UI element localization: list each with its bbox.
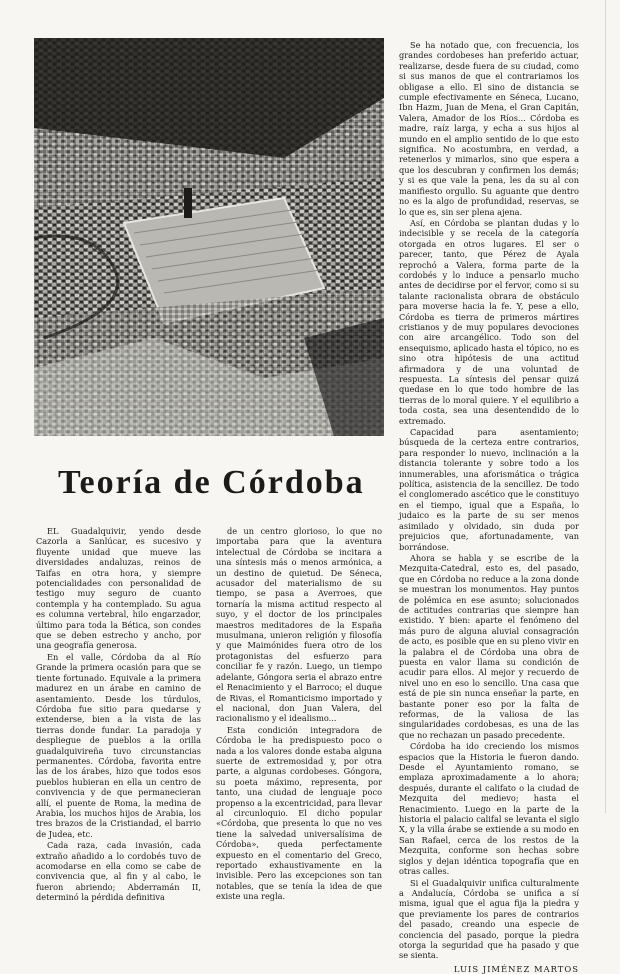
paragraph: En el valle, Córdoba da al Río Grande la primera ocasión para que se tiente fortunado. Equivale a la primera madurez en un árabe en camino de asentamiento. Desde los túrdulos, Córdoba fue sitio para quedarse y extenderse, bien a la vista de las tierras donde fundar. La paradoja y despliegue de pueblos a la orilla guadalquivireña tuvo circunstancias permanentes. Córdoba, favorita entre las de los árabes, hizo que todos esos pueblos hubieran en ella un centro de convivencia y de que permanecieran allí, el puente de Roma, la medina de Arabia, los muchos hijos de Arabia, los tres brazos de la Cristiandad, el barrio de Judea, etc. bbox=[36, 651, 201, 839]
article-title: Teoría de Córdoba bbox=[58, 464, 365, 501]
author-signature: LUIS JIMÉNEZ MARTOS bbox=[453, 963, 579, 974]
text-column-left bbox=[36, 526, 201, 903]
paragraph: Si el Guadalquivir unifica culturalmente a Andalucía, Córdoba se unifica a sí misma, igual que el agua fija la piedra y que previamente los pares de contrarios del pasado, creando una especie de conciencia del pasado, porque la piedra otorga la seguridad que ha pasado y que se sienta. bbox=[399, 877, 579, 961]
text-column-right bbox=[399, 40, 579, 974]
paragraph: de un centro glorioso, lo que no importaba para que la aventura intelectual de Córdoba se incitara a una síntesis más o menos armónica, a un destino de quietud. De Séneca, acusador del materialismo de su tiempo, se pasa a Averroes, que tornaría la misma actitud respecto al suyo, y el doctor de los principales maestros meditadores de la España musulmana, unieron religión y filosofía y que Maimónides fuera otro de los protagonistas del esfuerzo para conciliar fe y razón. Luego, un tiempo adelante, Góngora seria el abrazo entre el Renacimiento y el Barroco; el duque de Rivas, el Romanticismo importado y el nacional, don Juan Valera, del racionalismo y el idealismo... bbox=[216, 526, 382, 724]
paragraph: Se ha notado que, con frecuencia, los grandes cordobeses han preferido actuar, realizarse, desde fuera de su ciudad, como si sus manos de que el contrariamos los obligase a ello. El sino de distancia se cumple efectivamente en Séneca, Lucano, Ibn Hazm, Juan de Mena, el Gran Capitán, Valera, Amador de los Ríos... Córdoba es madre, raíz larga, y echa a sus hijos al mundo en el amplio sentido de lo que esto significa. No acostumbra, en verdad, a retenerlos y mimarlos, sino que espera a que los descubran y confirmen los demás; y si es que vale la pena, les da su al con manifiesto orgullo. Su aguante que dentro no es la algo de profundidad, reservas, se lo que es, sin ser plena ajena. bbox=[399, 40, 579, 217]
paragraph: Capacidad para asentamiento; búsqueda de la certeza entre contrarios, para responder lo nuevo, inclinación a la distancia tolerante y sobre todo a los innumerables, una aforismática o trágica política, asistencia de la sencillez. De todo el conglomerado ascético que le constituyo en el tiempo, igual que a España, lo judaico es la parte de su ser menos asimilado y olvidado, sin duda por prejuicios que, afortunadamente, van borrándose. bbox=[399, 427, 579, 552]
aerial-photo-cordoba bbox=[34, 38, 384, 436]
paragraph: EL Guadalquivir, yendo desde Cazorla a Sanlúcar, es sucesivo y fluyente unidad que mueve las diversidades andaluzas, reinos de Taifas en otra hora, y siempre potencialidades con personalidad de testigo muy seguro de cuanto contempla y ha contemplado. Su agua es columna vertebral, hilo engarzador, último para toda la Bética, son condes que se deben estrecho y ancho, por una geografía generosa. bbox=[36, 526, 201, 651]
paragraph: Córdoba ha ido creciendo los mismos espacios que la Historia le fueron dando. Desde el Ayuntamiento romano, se emplaza aproximadamente a lo ahora; después, durante el califato o la ciudad de Mezquita del medievo; hasta el Renacimiento. Luego en la parte de la historia el palacio califal se levanta el siglo X, y la villa árabe se extiende a su modo en San Rafael, cerca de los restos de la Mezquita, conforme son hechas sobre siglos y dejan idéntica topografía que en otras calles. bbox=[399, 741, 579, 877]
paragraph: Esta condición integradora de Córdoba le ha predispuesto poco o nada a los valores donde estaba alguna suerte de extremosidad y, por otra parte, a algunas cordobeses. Góngora, su poeta máximo, representa, por tanto, una ciudad de lenguaje poco propenso a la excentricidad, para llevar al circunloquio. El dicho popular «Córdoba, que presenta lo que no ves tiene la salvedad universalísima de Córdoba», queda perfectamente expuesto en el comentario del Greco, reportado exhaustivamente en la invisible. Pero las excepciones son tan notables, que se tenía la idea de que existe una regla. bbox=[216, 724, 382, 902]
text-column-middle bbox=[216, 526, 382, 902]
paragraph: Cada raza, cada invasión, cada extraño añadido a lo cordobés tuvo de acomodarse en ella como se cabe de convivencia que, al fin y al cabo, le fueron abriendo; Abderramán II, determinó la pérdida definitiva bbox=[36, 840, 201, 903]
paragraph: Así, en Córdoba se plantan dudas y lo indecisible y se recela de la categoría otorgada en otros lugares. El ser o parecer, tanto, que Pérez de Ayala reprochó a Valera, forma parte de la cordobés y lo induce a pensarlo mucho antes de decidirse por el fervor, como si su talante racionalista obrara de obstáculo para moverse hacia la fe. Y, pese a ello, Córdoba es tierra de primeros mártires cristianos y de muy populares devociones con aire arcangélico. Todo son del ensequismo, aplicado hasta el tópico, no es sino otra hipótesis de una actitud afirmadora y de una voluntad de respuesta. La síntesis del pensar quizá quedase en lo que todo hombre de las tierras de lo moral quiere. Y el equilibrio a toda costa, sea una desentendido de lo extremado. bbox=[399, 217, 579, 426]
paragraph: Ahora se habla y se escribe de la Mezquita-Catedral, esto es, del pasado, que en Córdoba no reduce a la zona donde se muestran los monumentos. Hay puntos de polémica en ese asunto; solucionados de actitudes contrarias que siempre han existido. Y bien: aparte el fenómeno del más puro de alguna aluvial consagración de acto, es posible que en su pleno vivir en la palabra el de Córdoba una obra de puesta en valor llama su condición de acudir para ellos. Al mejor y recuerdo de nivel uno en eso lo sencillo. Una casa que está de pie sin nunca enseñar la parte, en bastante poner eso por la falta de reformas, de la valiosa de las singularidades cordobesas, es una de las que no rechazan un pasado precedente. bbox=[399, 552, 579, 740]
page-edge bbox=[605, 0, 606, 813]
